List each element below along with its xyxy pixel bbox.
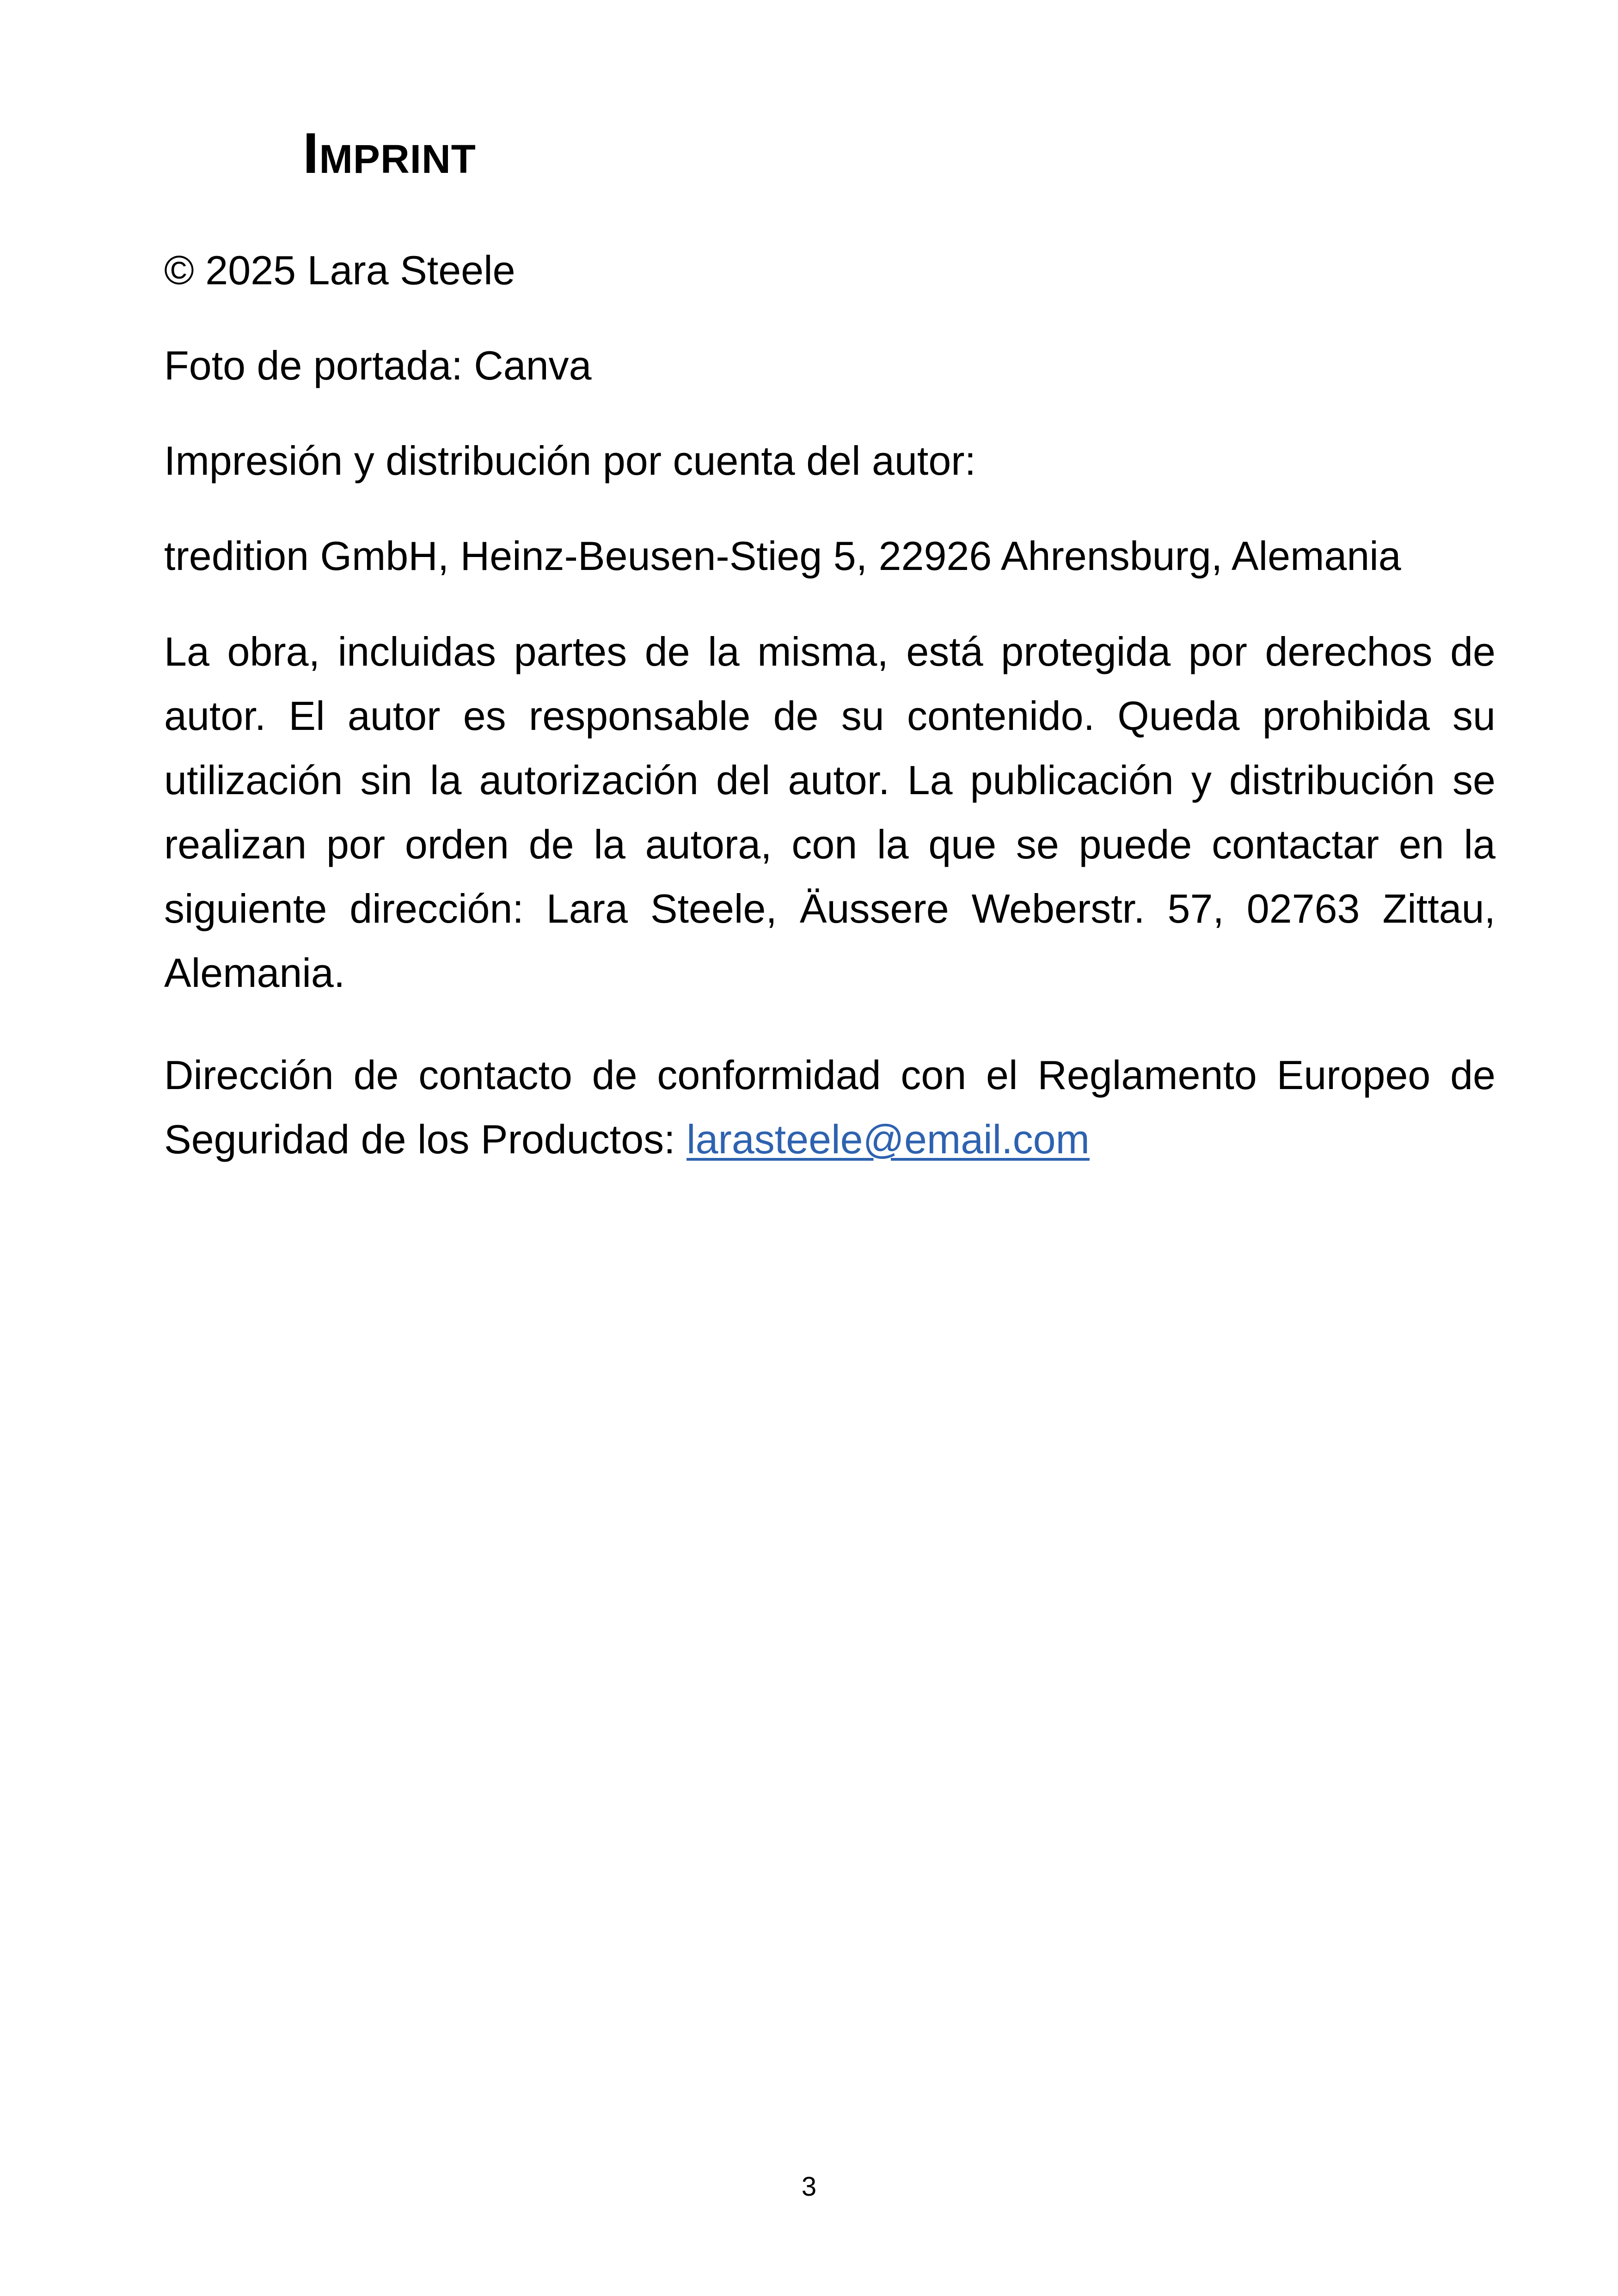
printing-label-line: Impresión y distribución por cuenta del autor: bbox=[164, 438, 976, 484]
contact-text: Dirección de contacto de conformidad con el Reglamento Europeo de Seguridad de los Productos: bbox=[164, 1052, 1495, 1162]
copyright-line: © 2025 Lara Steele bbox=[164, 247, 515, 293]
publisher-address-line: tredition GmbH, Heinz-Beusen-Stieg 5, 22926 Ahrensburg, Alemania bbox=[164, 533, 1401, 579]
rights-paragraph: La obra, incluidas partes de la misma, está protegida por derechos de autor. El autor es responsable de su contenido. Queda prohibida su utilización sin la autorización del autor. La publicación y distribución se realizan por orden de la autora, con la que se puede contactar en la siguiente dirección: Lara Steele, Äussere Weberstr. 57, 02763 Zittau, Alemania. bbox=[164, 629, 1495, 996]
contact-paragraph bbox=[164, 1043, 1495, 1171]
cover-photo-line: Foto de portada: Canva bbox=[164, 343, 592, 388]
page-number: 3 bbox=[801, 2172, 817, 2202]
page-heading: Imprint bbox=[303, 122, 476, 185]
contact-email-link[interactable]: larasteele@email.com bbox=[686, 1116, 1090, 1162]
